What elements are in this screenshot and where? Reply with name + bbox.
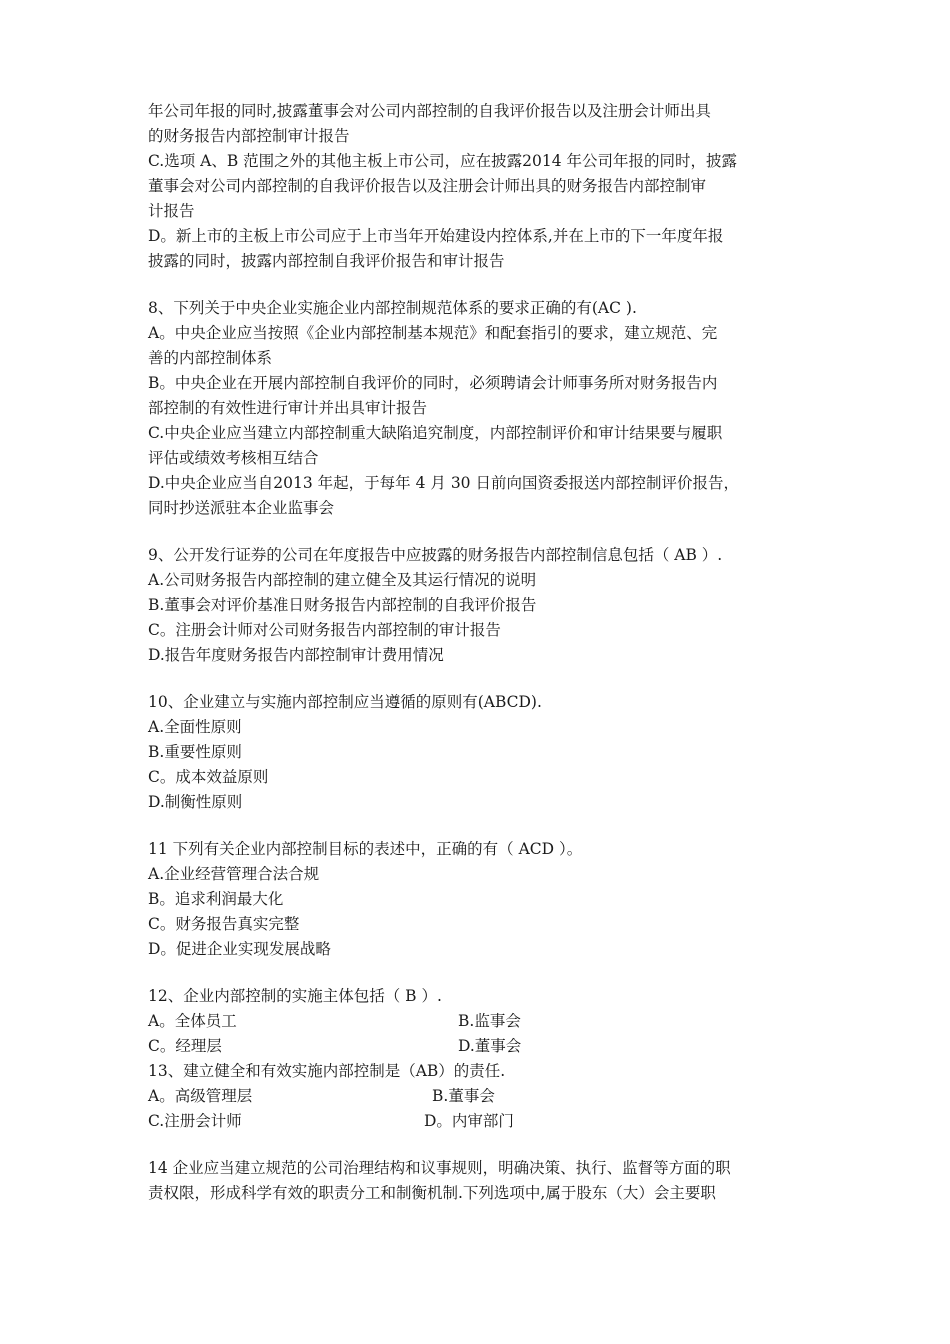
text-line: 同时抄送派驻本企业监事会 (148, 499, 335, 517)
option-a: A.企业经营管理合法合规 (148, 865, 320, 883)
question-9 (148, 543, 808, 668)
text-line: 的财务报告内部控制审计报告 (148, 127, 350, 145)
option-d: D。新上市的主板上市公司应于上市当年开始建设内控体系,并在上市的下一年度年报 (148, 227, 724, 245)
question-8 (148, 296, 808, 521)
option-row (148, 1034, 808, 1059)
option-d: D.中央企业应当自2013 年起，于每年 4 月 30 日前向国资委报送内部控制评价报告， (148, 474, 739, 492)
question-stem: 12、企业内部控制的实施主体包括（ B ）. (148, 987, 442, 1005)
option-d: D。内审部门 (424, 1112, 514, 1130)
option-c: C。注册会计师对公司财务报告内部控制的审计报告 (148, 621, 501, 639)
option-d: D。促进企业实现发展战略 (148, 940, 331, 958)
option-b: B.重要性原则 (148, 743, 242, 761)
option-a: A。中央企业应当按照《企业内部控制基本规范》和配套指引的要求，建立规范、完 (148, 324, 718, 342)
question-stem: 9、公开发行证券的公司在年度报告中应披露的财务报告内部控制信息包括（ AB ）. (148, 546, 723, 564)
question-stem: 10、企业建立与实施内部控制应当遵循的原则有(ABCD). (148, 693, 542, 711)
question-14 (148, 1156, 808, 1206)
text-line: 部控制的有效性进行审计并出具审计报告 (148, 399, 428, 417)
text-line: 董事会对公司内部控制的自我评价报告以及注册会计师出具的财务报告内部控制审 (148, 177, 707, 195)
option-c: C.选项 A、B 范围之外的其他主板上市公司，应在披露2014 年公司年报的同时，披露 (148, 152, 738, 170)
option-c: C.中央企业应当建立内部控制重大缺陷追究制度，内部控制评价和审计结果要与履职 (148, 424, 723, 442)
question-stem: 11 下列有关企业内部控制目标的表述中，正确的有（ ACD ）。 (148, 840, 583, 858)
option-b: B.董事会 (432, 1087, 495, 1105)
option-b: B.董事会对评价基准日财务报告内部控制的自我评价报告 (148, 596, 537, 614)
option-b: B。追求利润最大化 (148, 890, 284, 908)
question-10 (148, 690, 808, 815)
option-d: D.报告年度财务报告内部控制审计费用情况 (148, 646, 444, 664)
text-line: 披露的同时，披露内部控制自我评价报告和审计报告 (148, 252, 505, 270)
text-line: 责权限，形成科学有效的职责分工和制衡机制.下列选项中,属于股东（大）会主要职 (148, 1184, 716, 1202)
question-stem: 8、下列关于中央企业实施企业内部控制规范体系的要求正确的有(AC ). (148, 299, 637, 317)
option-c: C。财务报告真实完整 (148, 915, 300, 933)
option-c: C.注册会计师 (148, 1112, 242, 1130)
text-line: 评估或绩效考核相互结合 (148, 449, 319, 467)
text-line: 年公司年报的同时,披露董事会对公司内部控制的自我评价报告以及注册会计师出具 (148, 102, 711, 120)
question-13 (148, 1059, 808, 1134)
option-a: A。高级管理层 (148, 1087, 253, 1105)
question-11 (148, 837, 808, 962)
question-7-continued (148, 99, 808, 274)
question-stem: 13、建立健全和有效实施内部控制是（AB）的责任. (148, 1062, 506, 1080)
option-row (148, 1109, 808, 1134)
option-d: D.董事会 (458, 1037, 522, 1055)
text-line: 计报告 (148, 202, 195, 220)
question-stem: 14 企业应当建立规范的公司治理结构和议事规则，明确决策、执行、监督等方面的职 (148, 1159, 731, 1177)
option-row (148, 1084, 808, 1109)
option-d: D.制衡性原则 (148, 793, 243, 811)
option-a: A。全体员工 (148, 1012, 237, 1030)
text-line: 善的内部控制体系 (148, 349, 273, 367)
document-body (148, 99, 808, 1206)
option-b: B。中央企业在开展内部控制自我评价的同时，必须聘请会计师事务所对财务报告内 (148, 374, 718, 392)
option-a: A.公司财务报告内部控制的建立健全及其运行情况的说明 (148, 571, 537, 589)
question-12 (148, 984, 808, 1059)
option-row (148, 1009, 808, 1034)
option-a: A.全面性原则 (148, 718, 242, 736)
option-c: C。成本效益原则 (148, 768, 269, 786)
option-c: C。经理层 (148, 1037, 222, 1055)
option-b: B.监事会 (458, 1012, 521, 1030)
